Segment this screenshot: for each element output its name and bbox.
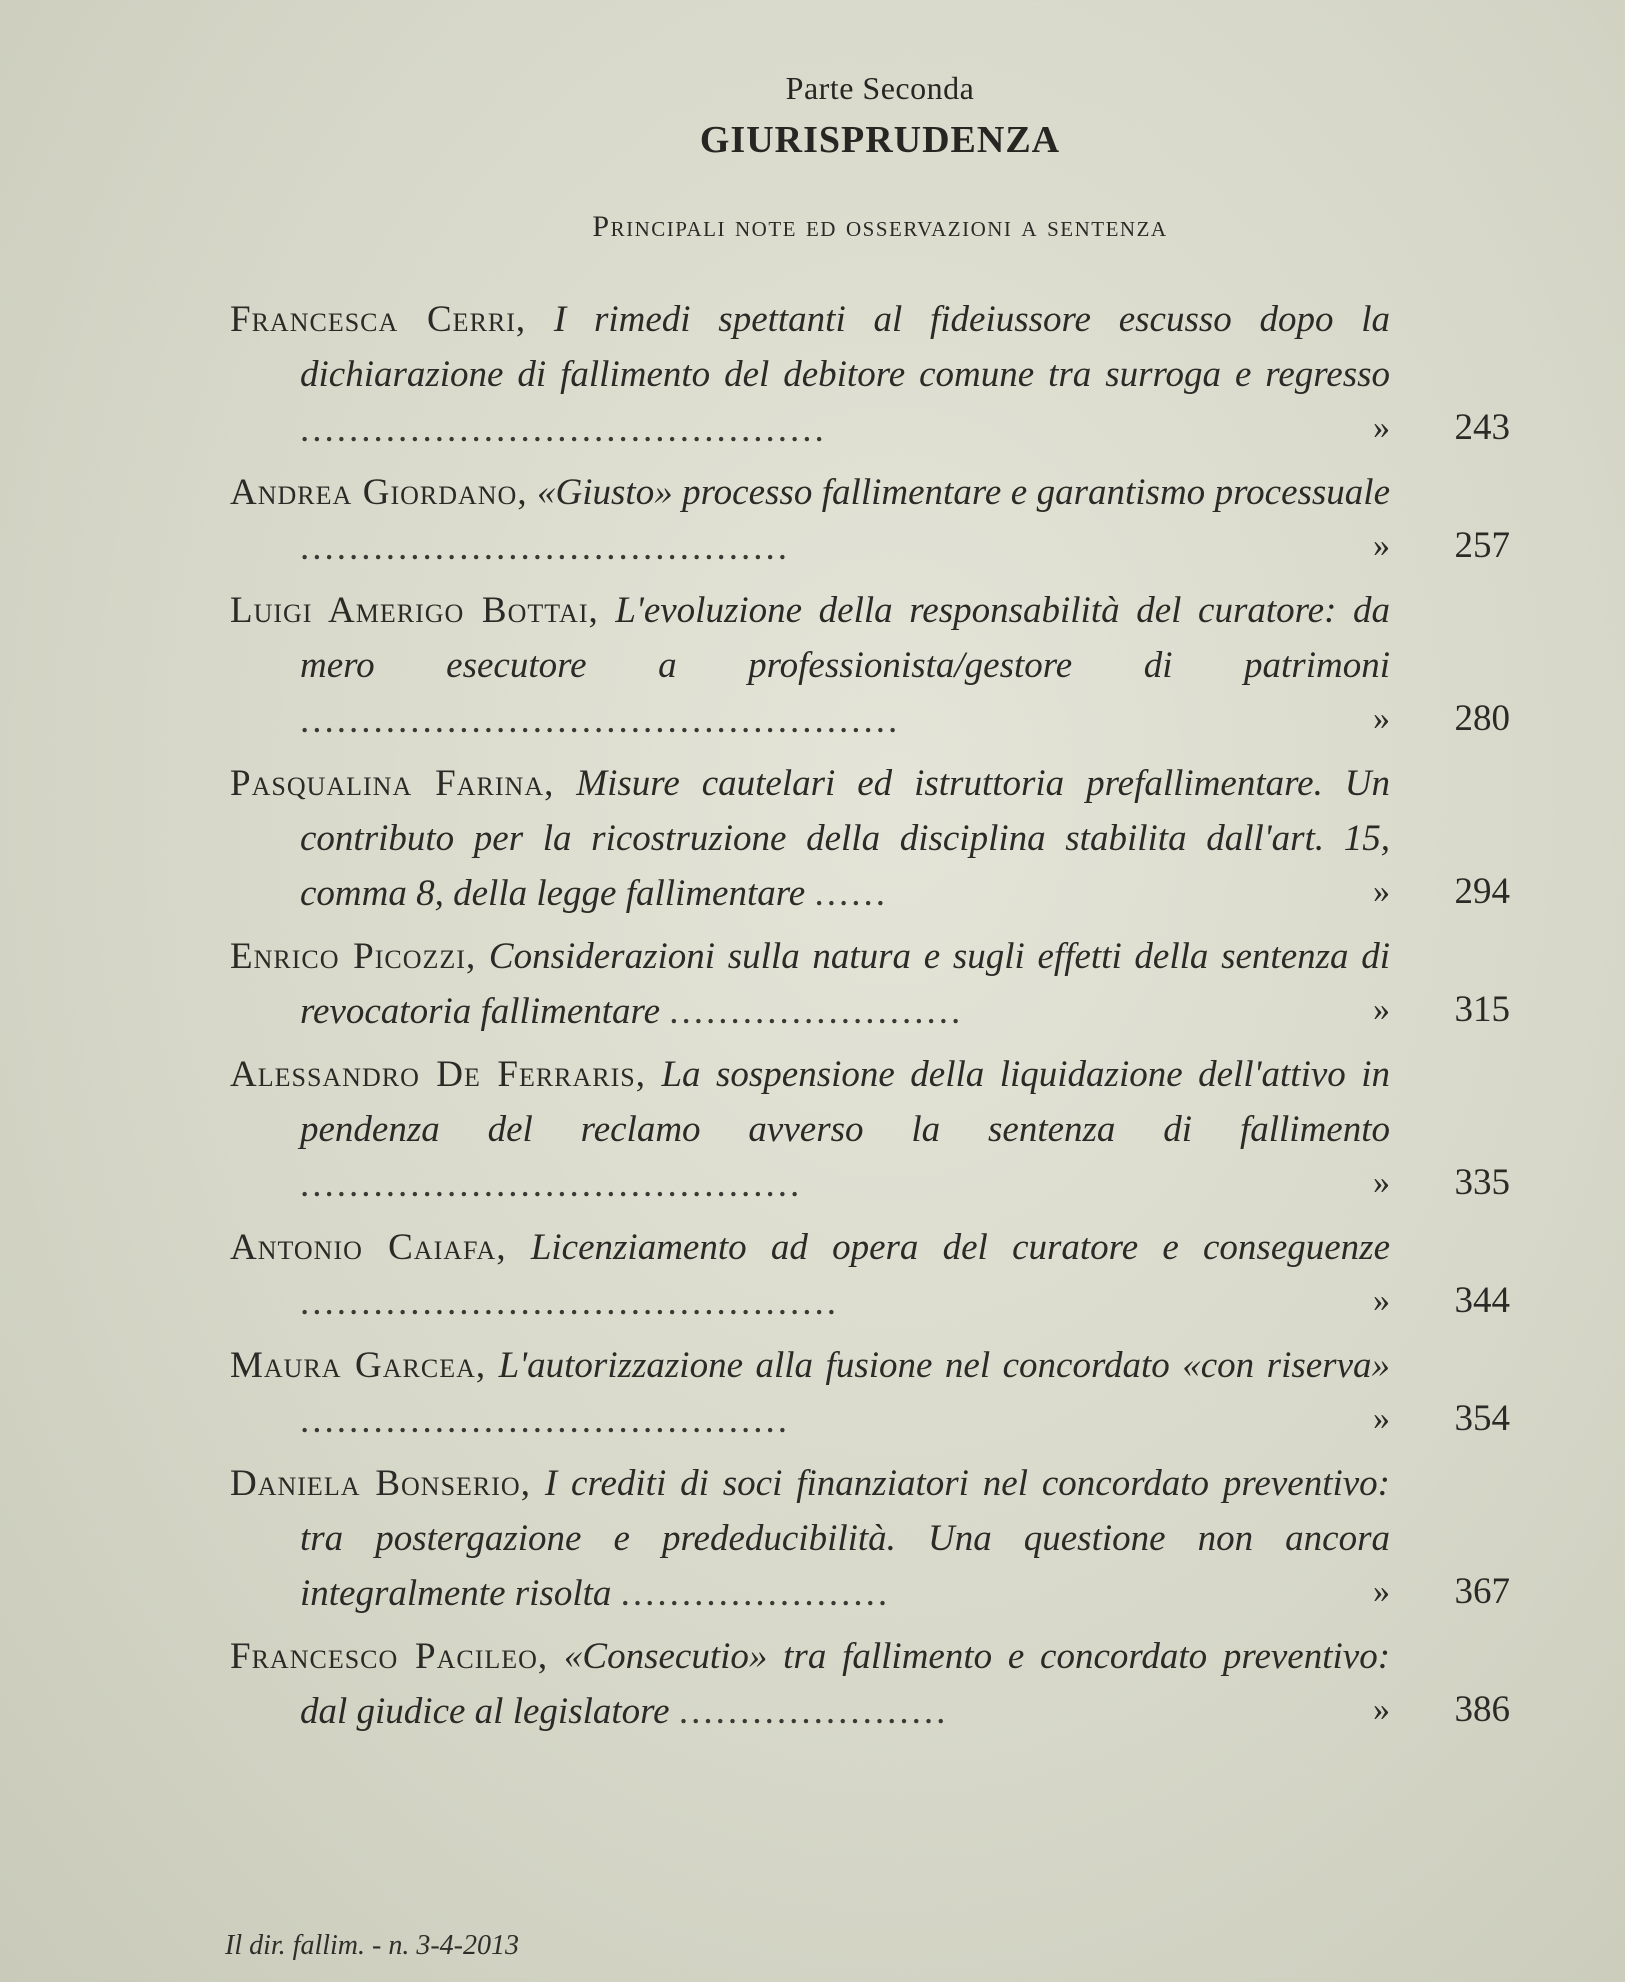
part-label: Parte Seconda xyxy=(785,70,975,106)
leader-dots: ........................................ xyxy=(300,1400,790,1441)
page-number: 257 xyxy=(1454,525,1510,566)
page-number: 386 xyxy=(1454,1689,1510,1730)
section-title: GIURISPRUDENZA xyxy=(699,119,1061,161)
entry-title: Considerazioni sulla natura e sugli effetti della sentenza di revocatoria fallimentare xyxy=(300,936,1390,1032)
entry-author: Pasqualina Farina, xyxy=(230,763,555,804)
page-number: 354 xyxy=(1454,1398,1510,1439)
toc-entry xyxy=(230,465,1510,575)
leader-dots: ...... xyxy=(814,873,888,914)
entry-author: Enrico Picozzi, xyxy=(230,936,477,977)
toc-entry xyxy=(230,583,1510,748)
toc-entry xyxy=(230,1047,1510,1212)
page-marker: » xyxy=(1373,527,1390,564)
leader-dots: ...................... xyxy=(678,1691,949,1732)
entry-author: Maura Garcea, xyxy=(230,1345,487,1386)
entry-title: L'autorizzazione alla fusione nel concordato «con riserva» xyxy=(498,1345,1390,1386)
toc-entry xyxy=(230,1220,1510,1330)
toc-entry xyxy=(230,1338,1510,1448)
page-marker: » xyxy=(1373,1400,1390,1437)
page-marker: » xyxy=(1373,1573,1390,1610)
entry-title: L'evoluzione della responsabilità del curatore: da mero esecutore a professionista/gestore di patrimoni xyxy=(300,590,1390,686)
toc-entry xyxy=(230,756,1510,921)
leader-dots: ...................... xyxy=(620,1573,891,1614)
leader-dots: ......................................... xyxy=(300,1164,803,1205)
leader-dots: ................................................. xyxy=(300,700,901,741)
leader-dots: ........................................ xyxy=(300,527,790,568)
entry-author: Francesca Cerri, xyxy=(230,299,527,340)
page-number: 367 xyxy=(1454,1571,1510,1612)
entry-title: Misure cautelari ed istruttoria prefallimentare. Un contributo per la ricostruzione della disciplina stabilita dall'art. 15, comma 8, della legge fallimentare xyxy=(300,763,1390,914)
page-marker: » xyxy=(1373,1691,1390,1728)
entry-title: La sospensione della liquidazione dell'attivo in pendenza del reclamo avverso la sentenza di fallimento xyxy=(300,1054,1391,1150)
entry-author: Antonio Caiafa, xyxy=(230,1227,507,1268)
entry-title: I crediti di soci finanziatori nel concordato preventivo: tra postergazione e prededucibilità. Una questione non ancora integralmente risolta xyxy=(300,1463,1390,1614)
page-marker: » xyxy=(1373,1164,1390,1201)
entry-author: Daniela Bonserio, xyxy=(230,1463,531,1504)
toc-entry xyxy=(230,1456,1510,1621)
page-marker: » xyxy=(1373,873,1390,910)
entry-title: «Consecutio» tra fallimento e concordato preventivo: dal giudice al legislatore xyxy=(300,1636,1391,1732)
entry-author: Luigi Amerigo Bottai, xyxy=(230,590,599,631)
leader-dots: ........................................... xyxy=(300,409,827,450)
page-number: 280 xyxy=(1454,698,1510,739)
page-number: 335 xyxy=(1454,1162,1510,1203)
page-marker: » xyxy=(1373,700,1390,737)
page-marker: » xyxy=(1373,1282,1390,1319)
entry-author: Alessandro De Ferraris, xyxy=(230,1054,646,1095)
page-marker: » xyxy=(1373,409,1390,446)
entry-author: Andrea Giordano, xyxy=(230,472,528,513)
entry-author: Francesco Pacileo, xyxy=(230,1636,549,1677)
page-number: 294 xyxy=(1454,871,1510,912)
toc-entry xyxy=(230,292,1510,457)
toc-entry xyxy=(230,1629,1510,1739)
toc-entry xyxy=(230,929,1510,1039)
leader-dots: ........................ xyxy=(669,991,964,1032)
table-of-contents xyxy=(230,292,1510,1747)
page-marker: » xyxy=(1373,991,1390,1028)
entry-title: Licenziamento ad opera del curatore e conseguenze xyxy=(530,1227,1390,1268)
leader-dots: ............................................ xyxy=(300,1282,839,1323)
page-number: 344 xyxy=(1454,1280,1510,1321)
entry-title: I rimedi spettanti al fideiussore escusso dopo la dichiarazione di fallimento del debitore comune tra surroga e regresso xyxy=(300,299,1390,395)
subsection-title: Principali note ed osservazioni a sentenza xyxy=(592,210,1168,243)
page-number: 315 xyxy=(1454,989,1510,1030)
entry-title: «Giusto» processo fallimentare e garantismo processuale xyxy=(537,472,1390,513)
page-number: 243 xyxy=(1454,407,1510,448)
journal-footer: Il dir. fallim. - n. 3-4-2013 xyxy=(225,1930,519,1961)
